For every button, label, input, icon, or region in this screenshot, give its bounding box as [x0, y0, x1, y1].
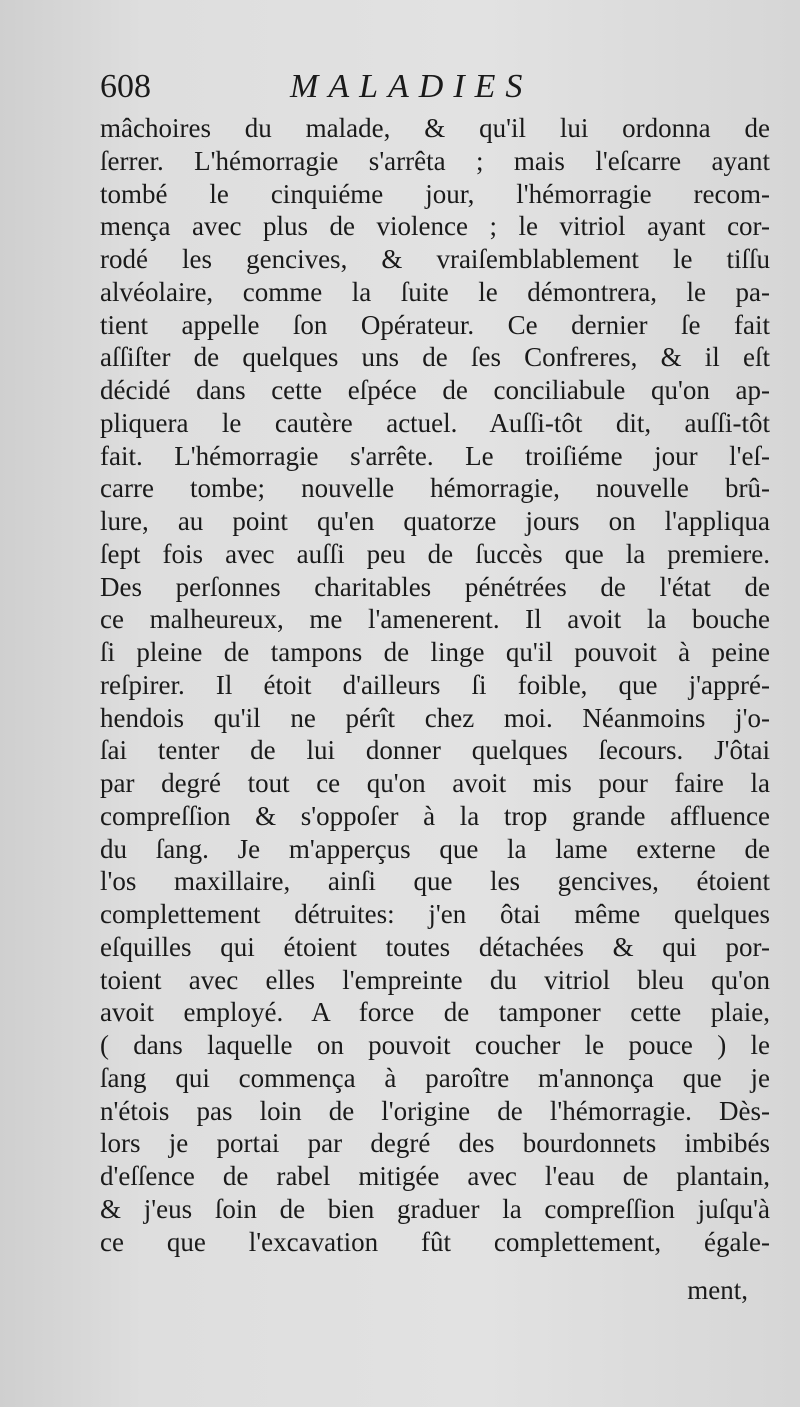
text-line: ce malheureux, me l'amenerent. Il avoit la bouche: [100, 604, 770, 635]
body-text: [100, 112, 770, 1258]
text-line: compreſſion & s'oppoſer à la trop grande affluence: [100, 800, 770, 831]
text-line: ſept fois avec auſſi peu de ſuccès que la premiere.: [100, 538, 770, 569]
text-line: ſerrer. L'hémorragie s'arrêta ; mais l'eſcarre ayant: [100, 145, 770, 176]
text-line: n'étois pas loin de l'origine de l'hémorragie. Dès-: [100, 1095, 770, 1126]
text-line: avoit employé. A force de tamponer cette plaie,: [100, 997, 770, 1028]
text-line: ſi pleine de tampons de linge qu'il pouvoit à peine: [100, 637, 770, 667]
text-line: du ſang. Je m'apperçus que la lame externe de: [100, 833, 770, 864]
catchword: ment,: [687, 1275, 748, 1305]
running-head: MALADIES: [290, 68, 533, 105]
text-line: mâchoires du malade, & qu'il lui ordonna de: [100, 113, 770, 143]
text-line: tient appelle ſon Opérateur. Ce dernier ſe fait: [100, 309, 770, 340]
text-line: fait. L'hémorragie s'arrête. Le troiſiéme jour l'eſ-: [100, 440, 770, 471]
text-line: ( dans laquelle on pouvoit coucher le pouce ) le: [100, 1030, 770, 1060]
page-number: 608: [100, 68, 151, 105]
text-line: lure, au point qu'en quatorze jours on l'appliqua: [100, 506, 770, 536]
page-header: [100, 62, 700, 112]
text-line: ſai tenter de lui donner quelques ſecours. J'ôtai: [100, 735, 770, 766]
text-line: l'os maxillaire, ainſi que les gencives, étoient: [100, 866, 770, 897]
text-line: reſpirer. Il étoit d'ailleurs ſi foible, que j'appré-: [100, 669, 770, 700]
text-line: alvéolaire, comme la ſuite le démontrera, le pa-: [100, 276, 770, 307]
text-line: pliquera le cautère actuel. Auſſi-tôt dit, auſſi-tôt: [100, 407, 770, 438]
text-line: décidé dans cette eſpéce de conciliabule qu'on ap-: [100, 375, 770, 405]
text-line: carre tombe; nouvelle hémorragie, nouvelle brû-: [100, 473, 770, 504]
text-line: par degré tout ce qu'on avoit mis pour faire la: [100, 768, 770, 798]
text-line: Des perſonnes charitables pénétrées de l'état de: [100, 571, 770, 602]
text-line: d'eſſence de rabel mitigée avec l'eau de plantain,: [100, 1161, 770, 1191]
text-line: eſquilles qui étoient toutes détachées & qui por-: [100, 931, 770, 962]
text-line: ce que l'excavation fût complettement, égale-: [100, 1226, 770, 1257]
text-line: aſſiſter de quelques uns de ſes Confreres, & il eſt: [100, 342, 770, 373]
text-line: complettement détruites: j'en ôtai même quelques: [100, 899, 770, 929]
text-line: tombé le cinquiéme jour, l'hémorragie recom-: [100, 178, 770, 209]
text-line: lors je portai par degré des bourdonnets imbibés: [100, 1128, 770, 1159]
text-line: rodé les gencives, & vraiſemblablement le tiſſu: [100, 244, 770, 274]
text-line: ſang qui commença à paroître m'annonça que je: [100, 1062, 770, 1093]
text-line: & j'eus ſoin de bien graduer la compreſſion juſqu'à: [100, 1193, 770, 1224]
text-line: mença avec plus de violence ; le vitriol ayant cor-: [100, 211, 770, 242]
text-line: hendois qu'il ne pérît chez moi. Néanmoins j'o-: [100, 702, 770, 733]
text-line: toient avec elles l'empreinte du vitriol bleu qu'on: [100, 964, 770, 995]
